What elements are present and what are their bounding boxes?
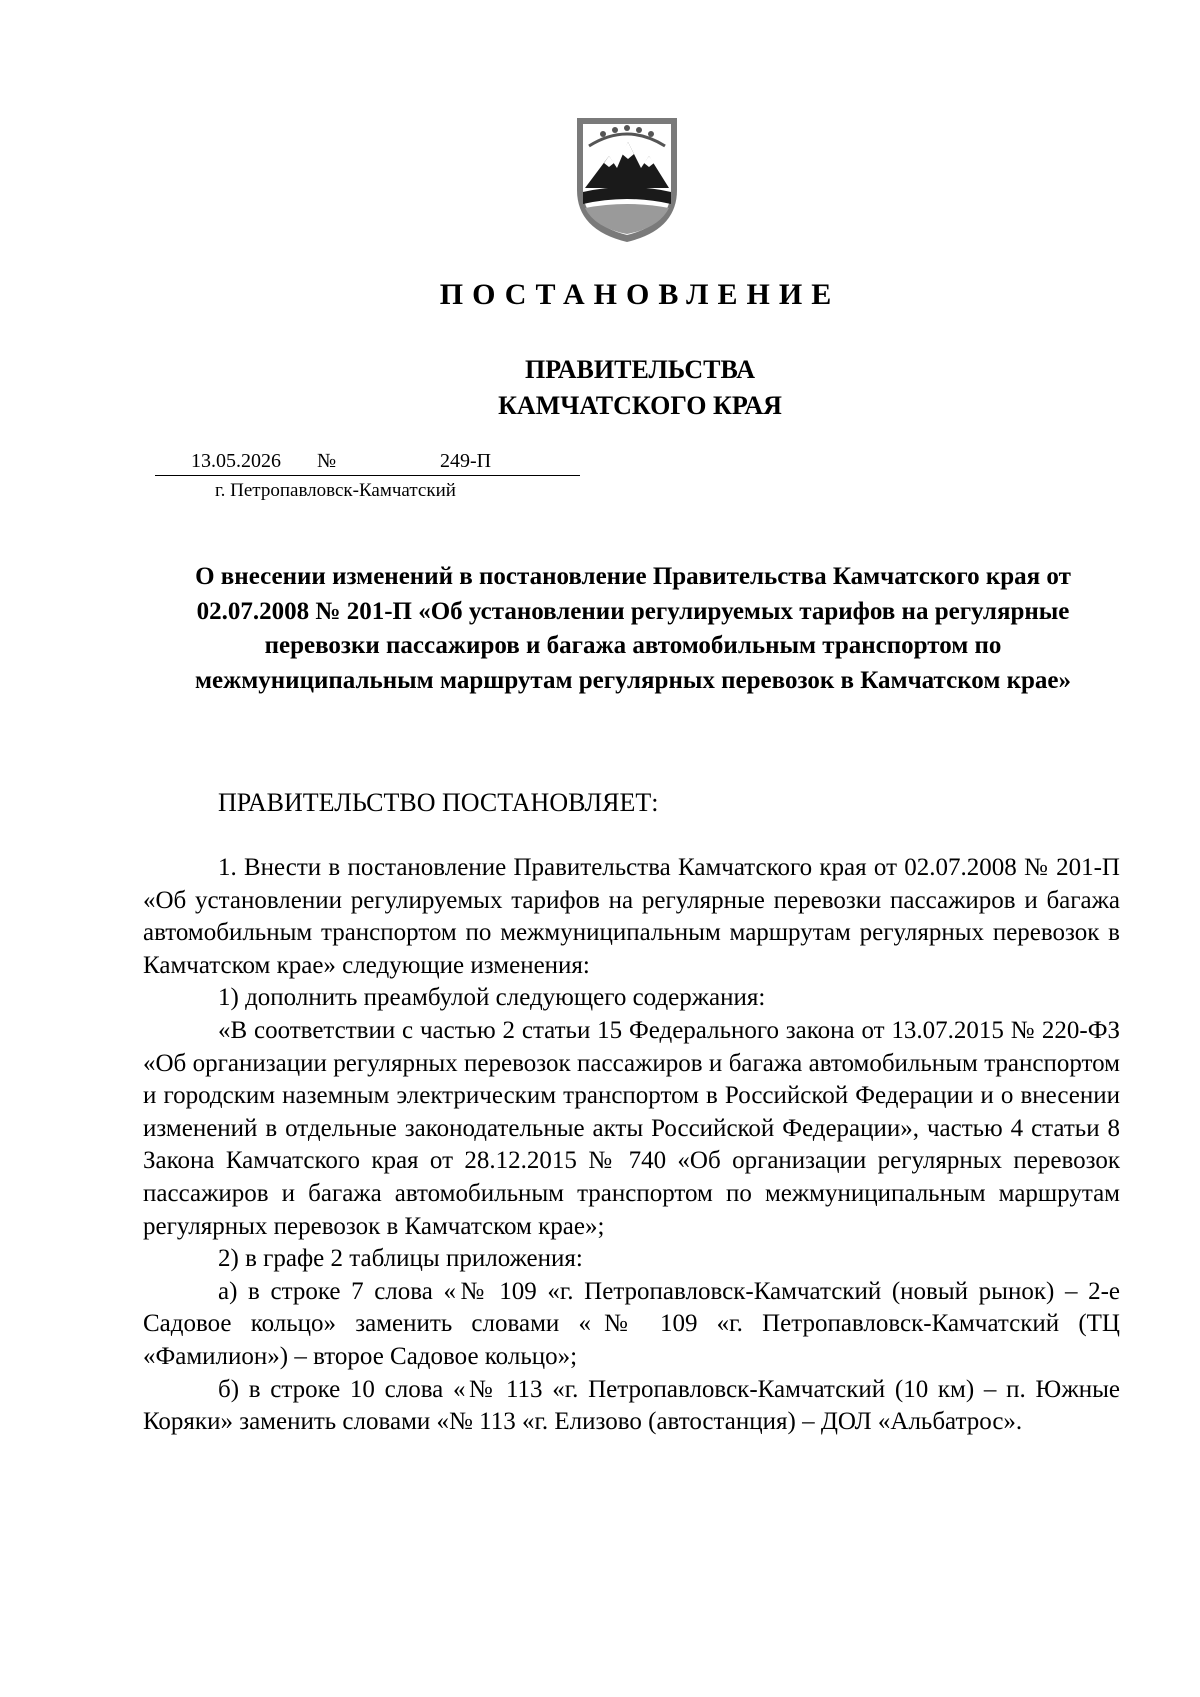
number-sign: №: [317, 450, 337, 472]
document-number: 249-П: [440, 450, 492, 472]
document-city: г. Петропавловск-Камчатский: [215, 480, 456, 501]
document-date: 13.05.2026: [191, 450, 281, 472]
issuer-block: [0, 352, 1200, 424]
document-type-title: ПОСТАНОВЛЕНИЕ: [439, 278, 841, 311]
issuer-line: КАМЧАТСКОГО КРАЯ: [498, 391, 782, 420]
decree-statement: ПРАВИТЕЛЬСТВО ПОСТАНОВЛЯЕТ:: [218, 788, 659, 817]
body-paragraph: 2) в графе 2 таблицы приложения:: [218, 1245, 583, 1273]
document-date-number: [155, 445, 580, 476]
body-paragraph: а) в строке 7 слова «№ 109 «г. Петропавловск-Камчатский (новый рынок) – 2-е Садовое кольцо» заменить словами «№ 109 «г. Петропавловск-Камчатский (ТЦ «Фамилион») – второе Садовое кольцо»;: [143, 1277, 1120, 1370]
body-paragraph: 1. Внести в постановление Правительства Камчатского края от 02.07.2008 № 201-П «Об установлении регулируемых тарифов на регулярные перевозки пассажиров и багажа автомобильным транспортом по межмуниципальным маршрутам регулярных перевозок в Камчатском крае» следующие изменения:: [143, 854, 1120, 979]
document-subject: О внесении изменений в постановление Правительства Камчатского края от 02.07.2008 № 201-П «Об установлении регулируемых тарифов на регулярные перевозки пассажиров и багажа автомобильным транспортом по межмуниципальным маршрутам регулярных перевозок в Камчатском крае»: [194, 563, 1071, 694]
coat-of-arms-icon: [571, 112, 683, 244]
body-paragraph: 1) дополнить преамбулой следующего содержания:: [218, 984, 766, 1012]
body-paragraph: «В соответствии с частью 2 статьи 15 Федерального закона от 13.07.2015 № 220-ФЗ «Об организации регулярных перевозок пассажиров и багажа автомобильным транспортом и городским наземным электрическим транспортом в Российской Федерации и о внесении изменений в отдельные законодательные акты Российской Федерации», частью 4 статьи 8 Закона Камчатского края от 28.12.2015 № 740 «Об организации регулярных перевозок пассажиров и багажа автомобильным транспортом по межмуниципальным маршрутам регулярных перевозок в Камчатском крае»;: [143, 1016, 1120, 1240]
document-body: [143, 852, 1120, 1439]
body-paragraph: б) в строке 10 слова «№ 113 «г. Петропавловск-Камчатский (10 км) – п. Южные Коряки» заменить словами «№ 113 «г. Елизово (автостанция) – ДОЛ «Альбатрос».: [143, 1375, 1120, 1436]
issuer-line: ПРАВИТЕЛЬСТВА: [525, 355, 755, 384]
